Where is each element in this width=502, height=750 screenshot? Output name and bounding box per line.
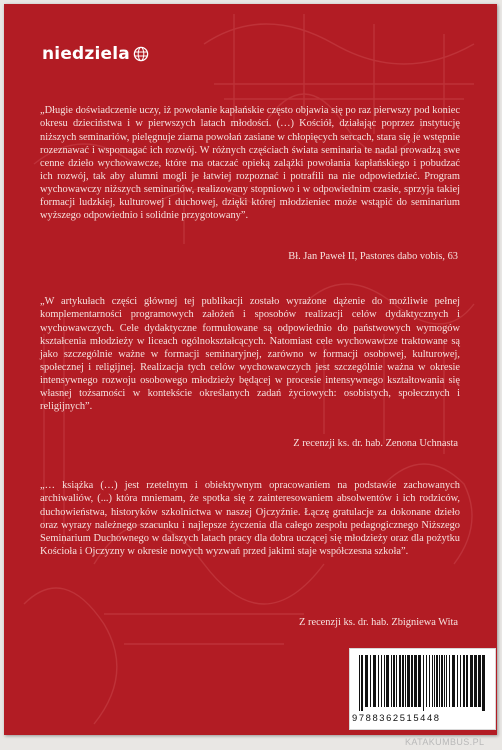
barcode-bar [439,655,440,707]
barcode-bar [386,655,389,707]
quote-source: Z recenzji ks. dr. hab. Zbigniewa Wita [299,617,458,628]
barcode-bar [396,655,397,707]
publisher-logo [42,44,149,64]
barcode-bar [393,655,395,707]
barcode-bar [434,655,435,707]
quote-jan-pawel: „Długie doświadczenie uczy, iż powołanie kapłańskie często objawia się po raz pierwszy pod koniec okresu dzieciństwa i w pierwszych latach młodości. (…) Kościół, działając poprzez instytucję niższych seminariów, pielęgnuje ziarna powołań zasiane w chłopięcych sercach, stara się je wstępnie rozeznawać i wspomagać ich rozwój. W różnych częściach świata seminaria te nadal prowadzą swe cenne dzieło wychowawcze, które ma otaczać opieką zalążki powołania kapłańskiego i pobudzać ich rozwój, tak aby alumni mogli je łatwiej rozpoznać i potrafili na nie odpowiedzieć. Program wychowawczy niższych seminariów, realizowany stopniowo i w odpowiednim czasie, sprzyja takiej formacji ludzkiej, kulturowej i duchowej, dzięki której młodzieniec może wstąpić do seminarium wyższego odpowiednio i solidnie przygotowany”. [40,105,460,222]
quote-review-uchnast: „W artykułach części głównej tej publikacji zostało wyrażone dążenie do możliwie pełnej komplementarności programowych założeń i sposobów realizacji celów dydaktycznych i wychowawczych. Cele dydaktyczne formułowane są odpowiednio do państwowych wymogów kształcenia młodzieży w liceach ogólnokształcących. Natomiast cele wychowawcze traktowane są jako szczególnie ważne w formacji seminaryjnej, zarówno w formacji osobowej, kulturowej, społecznej i religijnej. Realizacja tych celów wychowawczych jest szczególnie ważna w okresie intensywnego rozwoju osobowego młodzieży będącej w procesie intensywnego kształtowania się własnej tożsamości w kontekście określanych zadań życiowych: osobistych, społecznych i religijnych”. [40,296,460,413]
barcode-bars [358,655,486,711]
barcode-bar [429,655,430,707]
barcode-bar [384,655,385,707]
quote-source: Bł. Jan Paweł II, Pastores dabo vobis, 63 [288,251,458,262]
barcode-bar [463,655,465,707]
barcode-bar [407,655,410,707]
barcode-bar [432,655,433,707]
barcode-bar [444,655,445,707]
barcode-bar [411,655,413,707]
barcode-bar [474,655,477,707]
barcode-bar [414,655,417,707]
barcode-bar [466,655,468,707]
barcode-bar [457,655,458,707]
barcode-bar [423,655,424,711]
barcode-bar [391,655,392,707]
barcode-bar [373,655,376,707]
barcode-bar [418,655,421,707]
barcode-bar [378,655,379,707]
quote-review-wit: „… książka (…) jest rzetelnym i obiektywnym opracowaniem na podstawie zachowanych archiwaliów, (...) która mniemam, że spotka się z zainteresowaniem absolwentów i ich rodziców, duchowieństwa, historyków szkolnictwa w naszej Ojczyźnie. Łączę gratulacje za dokonane dzieło oraz wyrazy należnego szacunku i najlepsze życzenia dla całego zespołu pedagogicznego Niższego Seminarium Duchownego w dalszych latach pracy dla dobra uczącej się młodzieży oraz dla pożytku Kościoła i Ojczyzny w okresie nowych wyzwań przed jakimi staje współczesna szkoła”. [40,480,460,557]
barcode-bar [452,655,455,707]
isbn-number: 9788362515448 [352,712,441,723]
barcode-bar [365,655,368,707]
barcode-bar [482,655,485,711]
barcode-bar [446,655,447,707]
quote-source: Z recenzji ks. dr. hab. Zenona Uchnasta [293,438,458,449]
barcode-bar [460,655,461,707]
barcode-bar [426,655,427,707]
barcode-bar [436,655,438,707]
logo-text: niedziela [42,44,130,64]
barcode-bar [381,655,382,707]
watermark: KATAKUMBUS.PL [405,737,485,747]
globe-icon [133,46,149,62]
barcode-bar [402,655,404,707]
barcode-bar [399,655,401,707]
barcode-bar [441,655,443,707]
isbn-barcode [349,648,496,730]
barcode-bar [405,655,406,707]
barcode-bar [470,655,473,707]
barcode-bar [361,655,363,711]
barcode-bar [359,655,360,711]
barcode-bar [478,655,481,707]
barcode-bar [449,655,450,707]
barcode-bar [370,655,371,707]
book-back-cover [4,4,497,735]
